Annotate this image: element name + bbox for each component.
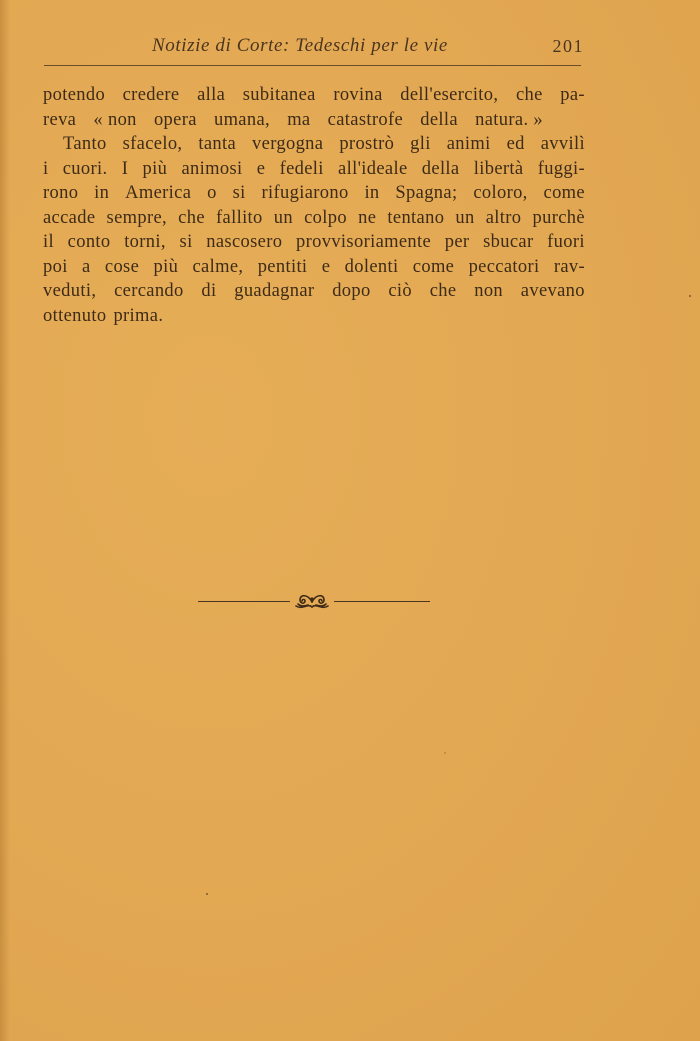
text-line <box>43 304 585 329</box>
word: per <box>444 232 470 252</box>
ornament-rule-right <box>334 601 430 602</box>
running-title: Notizie di Corte: Tedeschi per le vie <box>152 35 448 56</box>
word: si <box>179 232 193 252</box>
word: all'ideale <box>338 158 408 179</box>
body-text <box>43 83 585 328</box>
word: umana, <box>213 109 271 130</box>
word: peccatori <box>468 256 540 277</box>
tailpiece-ornament <box>198 590 430 612</box>
word: rifugiarono <box>261 183 349 203</box>
word: America <box>125 183 192 203</box>
word: rovina <box>333 85 383 105</box>
word: alla <box>197 85 226 105</box>
paper-speck <box>444 752 446 754</box>
word: come <box>412 256 455 277</box>
word: potendo <box>43 85 106 105</box>
text-line <box>43 108 543 133</box>
word: pentiti <box>257 256 308 277</box>
ornament-rule-left <box>198 601 290 602</box>
word: catastrofe <box>327 109 404 130</box>
word: cuori. <box>62 158 108 179</box>
word: subitanea <box>242 85 316 105</box>
word: in <box>364 183 380 203</box>
paper-speck <box>206 893 208 895</box>
word: purchè <box>532 207 585 228</box>
word: che <box>178 207 205 228</box>
word: opera <box>153 109 197 130</box>
word: ma <box>287 109 311 130</box>
word: avevano <box>520 281 585 301</box>
word: fuggi- <box>537 158 585 179</box>
word: sbucar <box>483 232 534 252</box>
word: che <box>429 281 457 301</box>
word: poi <box>43 256 68 277</box>
word: coloro, <box>473 183 528 203</box>
word: ed <box>506 134 525 154</box>
word: ottenuto <box>43 305 107 326</box>
text-line <box>43 206 585 231</box>
word: natura. » <box>475 109 543 130</box>
word: sfacelo, <box>122 134 183 154</box>
word: dopo <box>332 281 371 301</box>
word: o <box>207 183 217 203</box>
word: non <box>474 281 504 301</box>
word: prostrò <box>339 134 395 154</box>
word: si <box>232 183 246 203</box>
word: cose <box>104 256 140 277</box>
word: ne <box>358 207 377 228</box>
word: come <box>543 183 585 203</box>
word: gli <box>410 134 431 154</box>
word: della <box>420 109 458 130</box>
text-line <box>43 157 585 182</box>
word: il <box>43 232 54 252</box>
text-line <box>43 132 585 157</box>
word: e <box>256 158 266 179</box>
word: e <box>321 256 331 277</box>
word: prima. <box>113 305 164 326</box>
word: i <box>43 158 49 179</box>
word: calme, <box>192 256 244 277</box>
fleuron-icon <box>292 590 332 612</box>
word: vergogna <box>252 134 324 154</box>
word: in <box>94 183 110 203</box>
word: dell'esercito, <box>400 85 499 105</box>
text-line <box>43 255 585 280</box>
word: altro <box>485 207 522 228</box>
text-line <box>43 230 585 255</box>
word: tanta <box>198 134 237 154</box>
text-line <box>43 181 585 206</box>
word: un <box>273 207 293 228</box>
word: più <box>142 158 168 179</box>
word: conto <box>67 232 111 252</box>
word: torni, <box>124 232 166 252</box>
text-line <box>43 279 585 304</box>
page-edge-shadow <box>0 0 10 1041</box>
word: rono <box>43 183 79 203</box>
word: dolenti <box>344 256 399 277</box>
word: a <box>82 256 91 277</box>
running-head <box>44 33 584 61</box>
word: accade <box>43 207 96 228</box>
page-number: 201 <box>552 36 584 56</box>
word: nascosero <box>206 232 283 252</box>
word: I <box>121 158 129 179</box>
word: che <box>515 85 543 105</box>
word: pa- <box>560 85 585 105</box>
word: rav- <box>553 256 585 277</box>
word: più <box>153 256 179 277</box>
word: cercando <box>114 281 184 301</box>
word: « non <box>93 109 137 130</box>
word: fedeli <box>279 158 324 179</box>
word: fuori <box>547 232 585 252</box>
word: guadagnar <box>234 281 315 301</box>
word: di <box>201 281 217 301</box>
text-line <box>43 83 585 108</box>
word: veduti, <box>43 281 97 301</box>
word: credere <box>122 85 180 105</box>
word: colpo <box>304 207 347 228</box>
word: ciò <box>388 281 412 301</box>
word: Tanto <box>63 134 107 154</box>
word: sempre, <box>106 207 168 228</box>
word: tentano <box>387 207 445 228</box>
word: reva <box>43 109 77 130</box>
header-rule <box>44 65 581 66</box>
paper-speck <box>689 295 691 297</box>
word: fallito <box>216 207 263 228</box>
word: della <box>421 158 460 179</box>
word: animosi <box>181 158 243 179</box>
word: libertà <box>473 158 524 179</box>
word: animi <box>446 134 491 154</box>
word: un <box>455 207 475 228</box>
word: avvilì <box>540 134 585 154</box>
word: Spagna; <box>395 183 458 203</box>
word: provvisoriamente <box>296 232 432 252</box>
